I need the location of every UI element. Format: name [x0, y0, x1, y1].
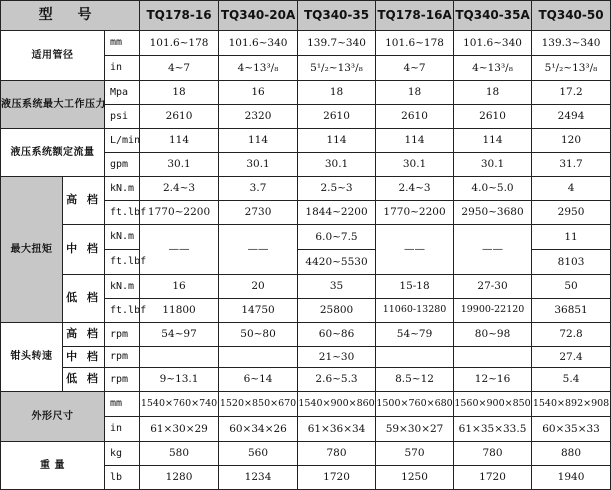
cell-value: 1540×760×740 — [140, 392, 219, 417]
cell-value: 570 — [376, 442, 454, 466]
cell-value: 1520×850×670 — [219, 392, 298, 417]
cell-value: 1540×900×860 — [298, 392, 376, 417]
unit-label: kN.m — [105, 177, 140, 201]
cell-value: 560 — [219, 442, 298, 466]
cell-value: 114 — [376, 129, 454, 153]
cell-value: 54~97 — [140, 323, 219, 347]
unit-label: gpm — [105, 153, 140, 177]
unit-label: lb — [105, 466, 140, 490]
gear-high: 高 档 — [63, 323, 105, 347]
header-row — [1, 1, 611, 31]
cell-value: 30.1 — [454, 153, 532, 177]
table-row — [1, 323, 611, 347]
cell-value: 11 — [532, 225, 611, 250]
cell-value — [376, 347, 454, 368]
cell-value: 780 — [298, 442, 376, 466]
cell-value: 2610 — [454, 105, 532, 129]
param-jaw-speed: 钳头转速 — [1, 323, 63, 392]
table-row — [1, 275, 611, 299]
param-max-torque: 最大扭矩 — [1, 177, 63, 323]
gear-low: 低 档 — [63, 275, 105, 323]
cell-value: 4~13³/₈ — [219, 56, 298, 81]
cell-value: 1940 — [532, 466, 611, 490]
cell-value: 30.1 — [219, 153, 298, 177]
table-row — [1, 368, 611, 392]
model-header: TQ340-35 — [298, 1, 376, 31]
cell-value: 5¹/₂~13³/₈ — [532, 56, 611, 81]
unit-label: psi — [105, 105, 140, 129]
cell-value: 114 — [298, 129, 376, 153]
gear-mid: 中 档 — [63, 347, 105, 368]
model-header: TQ340-50 — [532, 1, 611, 31]
cell-value: 120 — [532, 129, 611, 153]
param-max-pressure: 液压系统最大工作压力 — [1, 81, 105, 129]
cell-value: 16 — [219, 81, 298, 105]
cell-value: 5¹/₂~13³/₈ — [298, 56, 376, 81]
cell-value: 18 — [376, 81, 454, 105]
cell-value: 2320 — [219, 105, 298, 129]
cell-value: 60×35×33 — [532, 417, 611, 442]
gear-mid: 中 档 — [63, 225, 105, 275]
model-header: TQ340-35A — [454, 1, 532, 31]
cell-value: 8103 — [532, 250, 611, 275]
table-row — [1, 392, 611, 417]
cell-value: 780 — [454, 442, 532, 466]
cell-value: 101.6~178 — [140, 31, 219, 56]
cell-value: 2610 — [140, 105, 219, 129]
cell-value: 139.7~340 — [298, 31, 376, 56]
cell-value: 4420~5530 — [298, 250, 376, 275]
cell-value: —— — [454, 225, 532, 275]
param-rated-flow: 液压系统额定流量 — [1, 129, 105, 177]
cell-value: 11800 — [140, 299, 219, 323]
cell-value: 80~98 — [454, 323, 532, 347]
unit-label: rpm — [105, 368, 140, 392]
unit-label: kN.m — [105, 275, 140, 299]
model-header: TQ178-16 — [140, 1, 219, 31]
cell-value: 15-18 — [376, 275, 454, 299]
cell-value: 1844~2200 — [298, 201, 376, 225]
cell-value: 54~79 — [376, 323, 454, 347]
cell-value: 72.8 — [532, 323, 611, 347]
cell-value: 114 — [219, 129, 298, 153]
cell-value: 2.4~3 — [140, 177, 219, 201]
cell-value: 12~16 — [454, 368, 532, 392]
cell-value: 4~7 — [140, 56, 219, 81]
unit-label: ft.lbf — [105, 201, 140, 225]
cell-value: 1250 — [376, 466, 454, 490]
cell-value: 16 — [140, 275, 219, 299]
cell-value: 20 — [219, 275, 298, 299]
cell-value: 114 — [140, 129, 219, 153]
cell-value: 2.6~5.3 — [298, 368, 376, 392]
cell-value: 30.1 — [376, 153, 454, 177]
model-header: TQ178-16A — [376, 1, 454, 31]
cell-value: 18 — [298, 81, 376, 105]
unit-label: kg — [105, 442, 140, 466]
unit-label: Mpa — [105, 81, 140, 105]
cell-value: 4 — [532, 177, 611, 201]
cell-value: 9~13.1 — [140, 368, 219, 392]
gear-high: 高 档 — [63, 177, 105, 225]
cell-value: 1720 — [298, 466, 376, 490]
cell-value: 2950 — [532, 201, 611, 225]
cell-value: —— — [140, 225, 219, 275]
cell-value: 4.0~5.0 — [454, 177, 532, 201]
cell-value — [140, 347, 219, 368]
cell-value: 1770~2200 — [140, 201, 219, 225]
param-weight: 重 量 — [1, 442, 105, 490]
cell-value: 4~7 — [376, 56, 454, 81]
cell-value: 31.7 — [532, 153, 611, 177]
table-row — [1, 347, 611, 368]
cell-value: 19900-22120 — [454, 299, 532, 323]
table-row — [1, 129, 611, 153]
cell-value: 60~86 — [298, 323, 376, 347]
cell-value: 27-30 — [454, 275, 532, 299]
cell-value: 35 — [298, 275, 376, 299]
cell-value: 25800 — [298, 299, 376, 323]
table-row — [1, 177, 611, 201]
cell-value: 2494 — [532, 105, 611, 129]
cell-value: 60×34×26 — [219, 417, 298, 442]
unit-label: in — [105, 417, 140, 442]
unit-label: mm — [105, 31, 140, 56]
cell-value: 4~13³/₈ — [454, 56, 532, 81]
cell-value: 36851 — [532, 299, 611, 323]
unit-label: rpm — [105, 323, 140, 347]
cell-value: 50~80 — [219, 323, 298, 347]
cell-value: 61×36×34 — [298, 417, 376, 442]
cell-value: 8.5~12 — [376, 368, 454, 392]
table-row — [1, 31, 611, 56]
cell-value: 101.6~340 — [219, 31, 298, 56]
cell-value: 14750 — [219, 299, 298, 323]
cell-value: 59×30×27 — [376, 417, 454, 442]
cell-value: —— — [376, 225, 454, 275]
cell-value: 101.6~178 — [376, 31, 454, 56]
cell-value: 50 — [532, 275, 611, 299]
cell-value: 2950~3680 — [454, 201, 532, 225]
cell-value: 3.7 — [219, 177, 298, 201]
unit-label: in — [105, 56, 140, 81]
cell-value: 1234 — [219, 466, 298, 490]
cell-value: 2.4~3 — [376, 177, 454, 201]
cell-value: 114 — [454, 129, 532, 153]
unit-label: rpm — [105, 347, 140, 368]
cell-value: 1560×900×850 — [454, 392, 532, 417]
param-dimensions: 外形尺寸 — [1, 392, 105, 442]
cell-value — [454, 347, 532, 368]
cell-value: 61×35×33.5 — [454, 417, 532, 442]
cell-value: 30.1 — [140, 153, 219, 177]
unit-label: L/min — [105, 129, 140, 153]
unit-label: mm — [105, 392, 140, 417]
cell-value: 1540×892×908 — [532, 392, 611, 417]
cell-value: 2610 — [376, 105, 454, 129]
cell-value: 30.1 — [298, 153, 376, 177]
cell-value: 2.5~3 — [298, 177, 376, 201]
cell-value: 5.4 — [532, 368, 611, 392]
cell-value — [219, 347, 298, 368]
table-row — [1, 225, 611, 250]
cell-value: 1770~2200 — [376, 201, 454, 225]
cell-value: 6.0~7.5 — [298, 225, 376, 250]
cell-value: 1500×760×680 — [376, 392, 454, 417]
gear-low: 低 档 — [63, 368, 105, 392]
cell-value: —— — [219, 225, 298, 275]
cell-value: 18 — [140, 81, 219, 105]
table-row — [1, 442, 611, 466]
cell-value: 2730 — [219, 201, 298, 225]
cell-value: 21~30 — [298, 347, 376, 368]
unit-label: ft.lbf — [105, 299, 140, 323]
cell-value: 61×30×29 — [140, 417, 219, 442]
cell-value: 1280 — [140, 466, 219, 490]
cell-value: 17.2 — [532, 81, 611, 105]
cell-value: 2610 — [298, 105, 376, 129]
cell-value: 880 — [532, 442, 611, 466]
param-pipe-range: 适用管径 — [1, 31, 105, 81]
cell-value: 27.4 — [532, 347, 611, 368]
model-header: TQ340-20A — [219, 1, 298, 31]
cell-value: 1720 — [454, 466, 532, 490]
cell-value: 18 — [454, 81, 532, 105]
cell-value: 6~14 — [219, 368, 298, 392]
cell-value: 11060-13280 — [376, 299, 454, 323]
model-title: 型 号 — [1, 1, 140, 31]
cell-value: 139.3~340 — [532, 31, 611, 56]
table-row — [1, 81, 611, 105]
cell-value: 580 — [140, 442, 219, 466]
unit-label: kN.m — [105, 225, 140, 250]
cell-value: 101.6~340 — [454, 31, 532, 56]
unit-label: ft.lbf — [105, 250, 140, 275]
